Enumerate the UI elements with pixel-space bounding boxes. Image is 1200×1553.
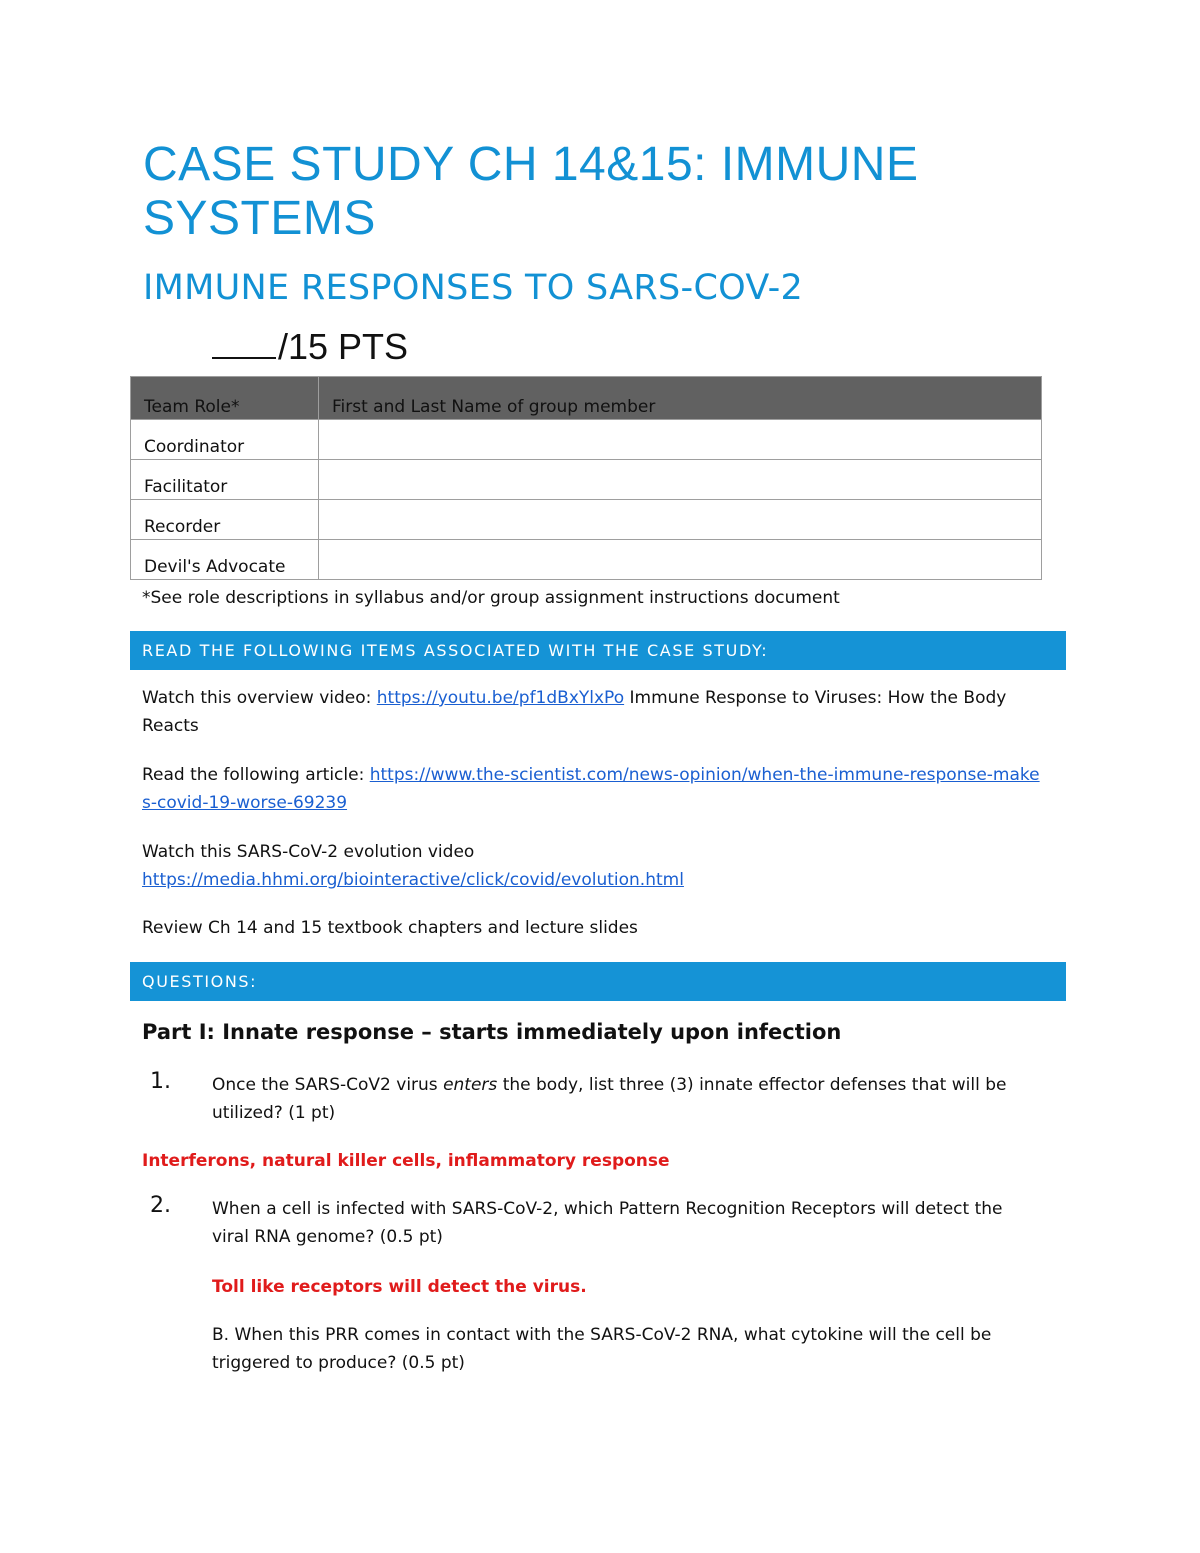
question-text: B. When this PRR comes in contact with the SARS-CoV-2 RNA, what cytokine will the cell be triggered to produce? (0.5 pt) [212,1325,992,1373]
points-label: /15 PTS [278,326,409,367]
question-text-part: the body, list three (3) innate effector defenses that will be utilized? (1 pt) [212,1075,1007,1123]
answer-1: Interferons, natural killer cells, inflammatory response [142,1151,670,1171]
video2-prefix: Watch this SARS-CoV-2 evolution video [142,842,475,862]
table-header-role: Team Role* [131,377,319,420]
team-roles-table [130,376,1042,580]
question-text-part: Once the SARS-CoV2 virus [212,1075,444,1095]
role-cell: Recorder [131,500,319,540]
question-text: When a cell is infected with SARS-CoV-2, which Pattern Recognition Receptors will detect the viral RNA genome? (0.5 pt) [212,1199,1003,1247]
overview-video-link[interactable]: https://youtu.be/pf1dBxYlxPo [376,688,625,708]
name-cell[interactable] [319,460,1042,500]
name-cell[interactable] [319,540,1042,580]
score-blank [212,327,276,359]
article-link[interactable]: https://www.the-scientist.com/news-opinion/when-the-immune-response-makes-covid-19-worse-69239 [142,765,1040,813]
read-section-heading: READ THE FOLLOWING ITEMS ASSOCIATED WITH THE CASE STUDY: [130,631,1066,670]
video1-suffix: Immune Response to Viruses: How the Body Reacts [142,688,1007,736]
name-cell[interactable] [319,500,1042,540]
question-1 [142,1071,1042,1127]
points-line [212,325,408,369]
article-prefix: Read the following article: [142,765,370,785]
document-title: CASE STUDY CH 14&15: IMMUNE SYSTEMS [143,138,919,245]
name-cell[interactable] [319,420,1042,460]
review-paragraph: Review Ch 14 and 15 textbook chapters and lecture slides [142,918,638,938]
questions-section-heading: QUESTIONS: [130,962,1066,1001]
role-cell: Devil's Advocate [131,540,319,580]
table-header-row [131,377,1042,420]
roles-footnote: *See role descriptions in syllabus and/or group assignment instructions document [142,588,840,608]
table-row [131,540,1042,580]
question-text-emphasis: enters [443,1075,498,1095]
table-row [131,420,1042,460]
question-number: 1. [150,1069,171,1094]
question-text [212,1071,1042,1127]
overview-video-paragraph [142,684,1042,740]
evolution-video-link[interactable]: https://media.hhmi.org/biointeractive/click/covid/evolution.html [142,870,684,890]
video1-prefix: Watch this overview video: [142,688,377,708]
answer-2: Toll like receptors will detect the virus. [212,1277,587,1297]
question-number: 2. [150,1193,171,1218]
table-header-name: First and Last Name of group member [319,377,1042,420]
table-row [131,500,1042,540]
evolution-video-paragraph [142,838,1042,894]
part1-heading: Part I: Innate response – starts immediately upon infection [142,1020,842,1044]
role-cell: Facilitator [131,460,319,500]
role-cell: Coordinator [131,420,319,460]
question-2 [142,1195,1042,1251]
article-paragraph [142,761,1042,817]
table-row [131,460,1042,500]
question-2b [142,1321,1042,1377]
document-subtitle: IMMUNE RESPONSES TO SARS-COV-2 [143,268,804,308]
